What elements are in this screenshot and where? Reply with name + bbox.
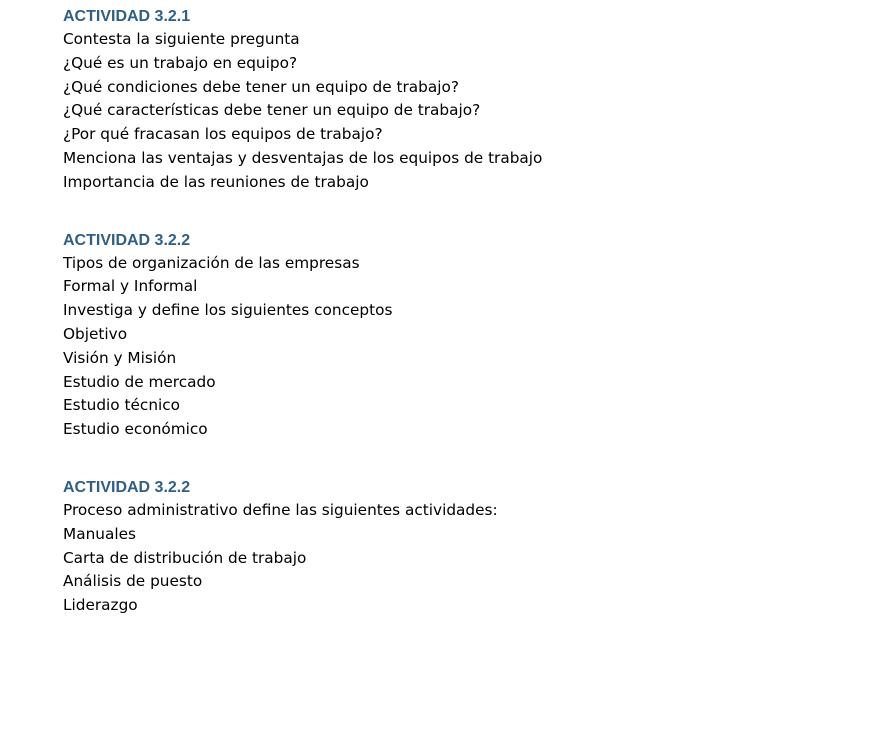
activity-line: Liderazgo	[63, 596, 138, 615]
activity-line: Investiga y define los siguientes conceptos	[63, 301, 393, 320]
activity-line: Importancia de las reuniones de trabajo	[63, 172, 369, 191]
activity-section-2	[63, 231, 863, 442]
activity-line: Manuales	[63, 524, 136, 543]
activity-line: Objetivo	[63, 324, 128, 343]
activity-heading: ACTIVIDAD 3.2.1	[63, 8, 191, 25]
activity-line: ¿Por qué fracasan los equipos de trabajo?	[63, 125, 383, 144]
activity-line: Análisis de puesto	[63, 572, 203, 591]
activity-section-1	[63, 7, 863, 195]
activity-line: Contesta la siguiente pregunta	[63, 30, 300, 48]
activity-line: ¿Qué condiciones debe tener un equipo de trabajo?	[63, 77, 459, 96]
activity-line: Visión y Misión	[63, 348, 177, 367]
activity-line: Estudio técnico	[63, 396, 181, 415]
activity-heading: ACTIVIDAD 3.2.2	[63, 231, 191, 249]
activity-line: ¿Qué es un trabajo en equipo?	[63, 53, 298, 72]
activity-line: Carta de distribución de trabajo	[63, 548, 307, 567]
activity-heading: ACTIVIDAD 3.2.2	[63, 478, 191, 496]
activity-line: Estudio económico	[63, 420, 208, 439]
activity-line: Menciona las ventajas y desventajas de los equipos de trabajo	[63, 148, 543, 167]
activity-line: Estudio de mercado	[63, 372, 216, 391]
document-page	[63, 7, 863, 618]
activity-section-3	[63, 478, 863, 618]
activity-line: Proceso administrativo define las siguientes actividades:	[63, 500, 498, 519]
activity-line: Tipos de organización de las empresas	[63, 253, 360, 272]
activity-line: Formal y Informal	[63, 277, 198, 296]
activity-line: ¿Qué características debe tener un equipo de trabajo?	[63, 101, 481, 120]
